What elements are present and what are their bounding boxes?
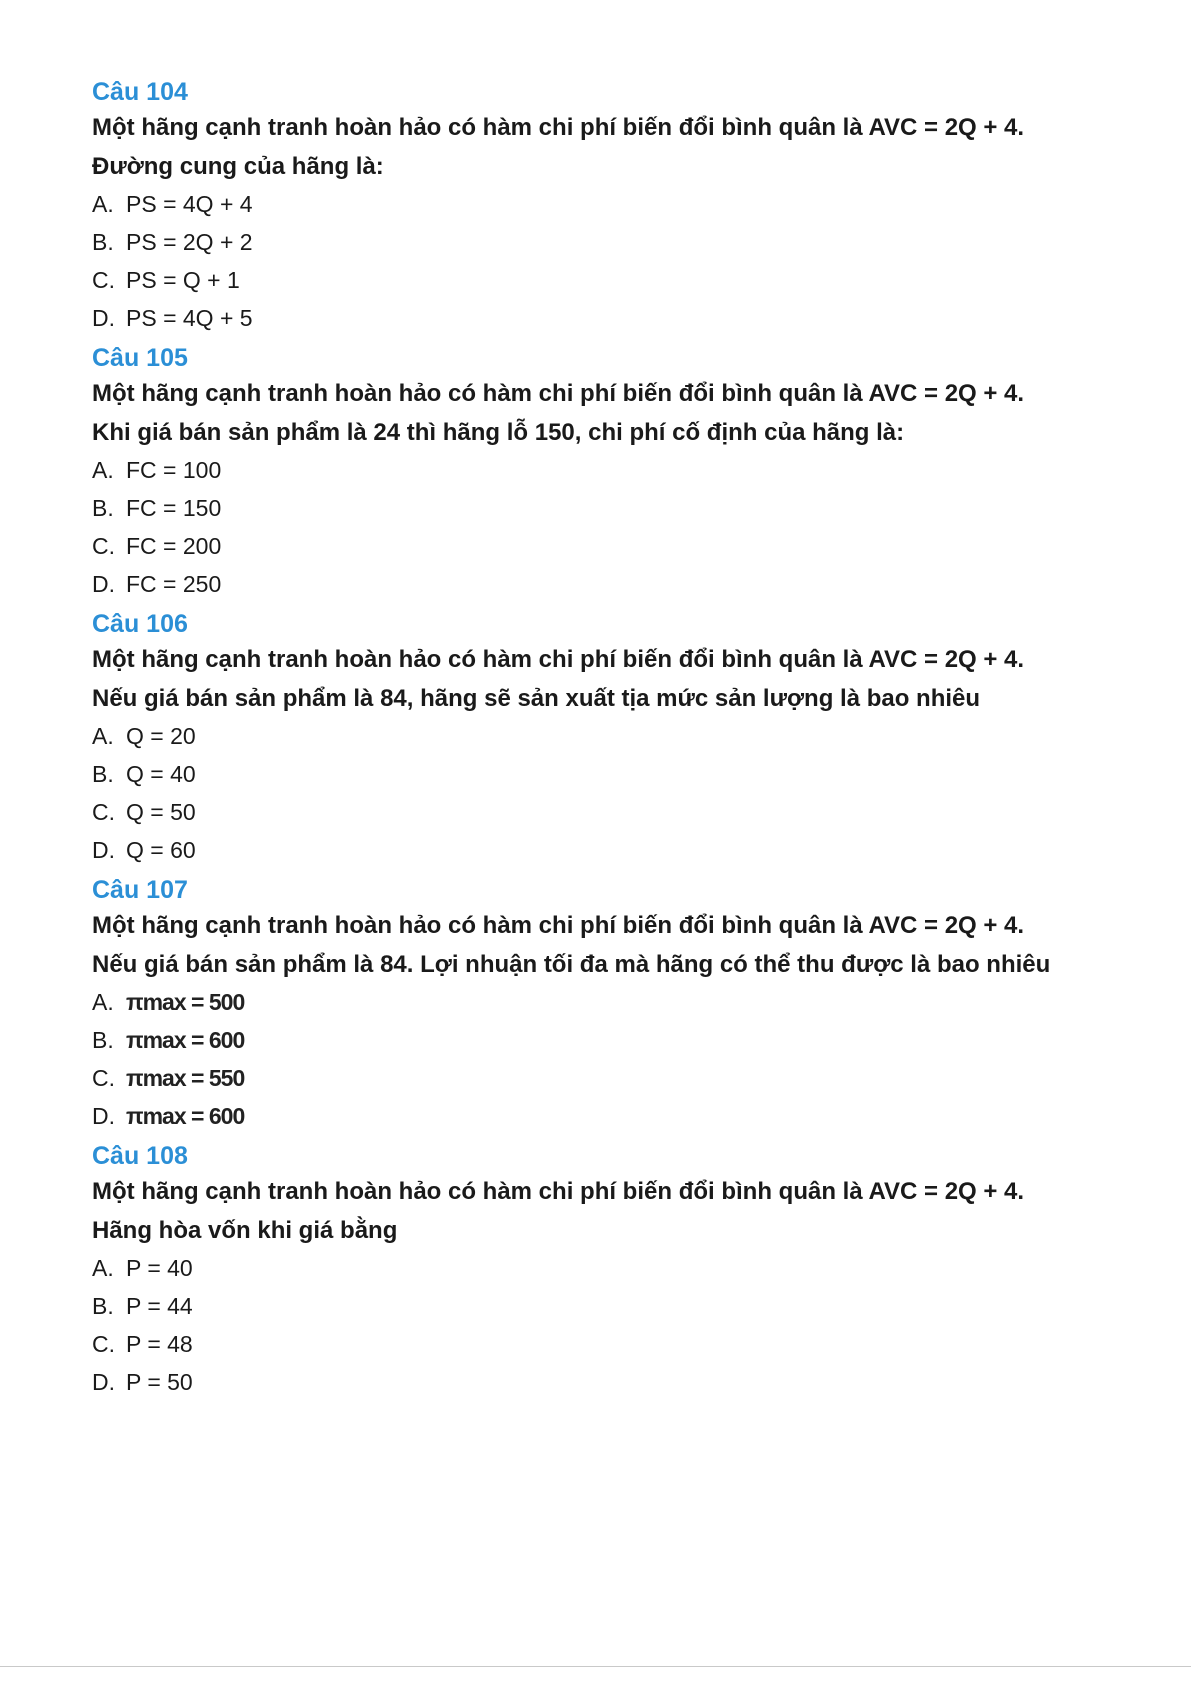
option-label: C. (92, 533, 115, 559)
option-label: D. (92, 1103, 115, 1129)
option-value: P = 44 (126, 1293, 193, 1319)
option-c (92, 262, 1152, 300)
option-label: B. (92, 229, 114, 255)
option-label: A. (92, 723, 114, 749)
option-value: FC = 150 (126, 495, 222, 521)
option-a (92, 1250, 1152, 1288)
option-value: PS = 2Q + 2 (126, 229, 253, 255)
option-a (92, 718, 1152, 756)
question-title: Câu 105 (92, 344, 188, 372)
option-d (92, 566, 1152, 604)
option-c (92, 1060, 1152, 1098)
option-b (92, 224, 1152, 262)
question-title: Câu 104 (92, 78, 188, 106)
question-text-line: Một hãng cạnh tranh hoàn hảo có hàm chi phí biến đổi bình quân là AVC = 2Q + 4. (92, 912, 1025, 939)
option-label: C. (92, 1065, 115, 1091)
question-title: Câu 106 (92, 610, 188, 638)
option-d (92, 832, 1152, 870)
option-value: P = 48 (126, 1331, 193, 1357)
option-label: A. (92, 457, 114, 483)
option-a (92, 984, 1152, 1022)
option-label: B. (92, 1027, 114, 1053)
option-value: FC = 100 (126, 457, 222, 483)
question-text-line: Nếu giá bán sản phẩm là 84. Lợi nhuận tối đa mà hãng có thể thu được là bao nhiêu (92, 951, 1051, 978)
option-value: Q = 60 (126, 837, 196, 863)
option-value: Q = 50 (126, 799, 196, 825)
question-text-line: Đường cung của hãng là: (92, 153, 384, 180)
page-bottom-divider (0, 1666, 1191, 1667)
option-label: D. (92, 837, 115, 863)
option-value: PS = 4Q + 4 (126, 191, 253, 217)
option-label: B. (92, 1293, 114, 1319)
option-a (92, 186, 1152, 224)
option-d (92, 1364, 1152, 1402)
option-c (92, 528, 1152, 566)
option-value: πmax = 600 (126, 1103, 245, 1129)
option-b (92, 756, 1152, 794)
option-label: A. (92, 1255, 114, 1281)
document-body (92, 76, 1152, 1402)
question-title: Câu 107 (92, 876, 188, 904)
question-title: Câu 108 (92, 1142, 188, 1170)
question-text-line: Một hãng cạnh tranh hoàn hảo có hàm chi phí biến đổi bình quân là AVC = 2Q + 4. (92, 380, 1025, 407)
option-label: A. (92, 989, 114, 1015)
option-b (92, 1288, 1152, 1326)
question-104 (92, 76, 1152, 338)
option-value: Q = 20 (126, 723, 196, 749)
option-value: PS = Q + 1 (126, 267, 240, 293)
question-105 (92, 342, 1152, 604)
option-d (92, 300, 1152, 338)
option-label: C. (92, 267, 115, 293)
option-value: πmax = 550 (126, 1065, 245, 1091)
question-text-line: Một hãng cạnh tranh hoàn hảo có hàm chi phí biến đổi bình quân là AVC = 2Q + 4. (92, 114, 1025, 141)
option-label: C. (92, 799, 115, 825)
option-value: FC = 250 (126, 571, 222, 597)
question-text-line: Nếu giá bán sản phẩm là 84, hãng sẽ sản xuất tịa mức sản lượng là bao nhiêu (92, 685, 981, 712)
option-b (92, 490, 1152, 528)
question-text-line: Khi giá bán sản phẩm là 24 thì hãng lỗ 150, chi phí cố định của hãng là: (92, 419, 905, 446)
option-a (92, 452, 1152, 490)
option-value: P = 40 (126, 1255, 193, 1281)
question-text-line: Hãng hòa vốn khi giá bằng (92, 1217, 398, 1244)
option-c (92, 794, 1152, 832)
option-value: P = 50 (126, 1369, 193, 1395)
question-108 (92, 1140, 1152, 1402)
option-value: πmax = 600 (126, 1027, 245, 1053)
option-d (92, 1098, 1152, 1136)
option-b (92, 1022, 1152, 1060)
option-label: D. (92, 571, 115, 597)
question-106 (92, 608, 1152, 870)
question-text-line: Một hãng cạnh tranh hoàn hảo có hàm chi phí biến đổi bình quân là AVC = 2Q + 4. (92, 646, 1025, 673)
option-value: FC = 200 (126, 533, 222, 559)
option-label: A. (92, 191, 114, 217)
option-label: B. (92, 761, 114, 787)
option-value: πmax = 500 (126, 989, 245, 1015)
question-text-line: Một hãng cạnh tranh hoàn hảo có hàm chi phí biến đổi bình quân là AVC = 2Q + 4. (92, 1178, 1025, 1205)
option-label: D. (92, 1369, 115, 1395)
option-value: Q = 40 (126, 761, 196, 787)
question-107 (92, 874, 1152, 1136)
option-label: D. (92, 305, 115, 331)
option-value: PS = 4Q + 5 (126, 305, 253, 331)
option-label: C. (92, 1331, 115, 1357)
option-label: B. (92, 495, 114, 521)
option-c (92, 1326, 1152, 1364)
